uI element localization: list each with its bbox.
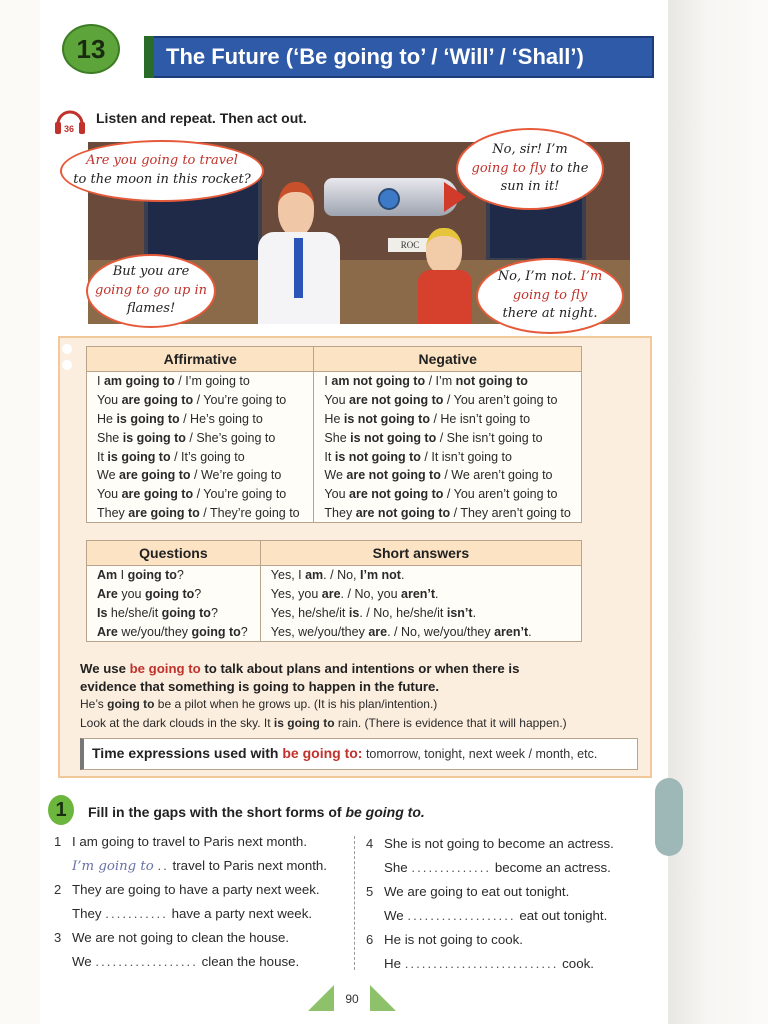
table-row xyxy=(87,447,582,466)
example-sentence: Look at the dark clouds in the sky. It is going to rain. (There is evidence that it will happen.) xyxy=(80,716,567,730)
table-header: Short answers xyxy=(260,541,581,566)
handwritten-answer: I’m going to xyxy=(72,859,154,874)
table-row xyxy=(87,372,582,391)
table-cell: It is going to / It’s going to xyxy=(87,447,314,466)
page-marker-left xyxy=(308,985,334,1011)
table-cell: She is going to / She’s going to xyxy=(87,428,314,447)
unit-title-bar xyxy=(150,36,654,78)
exercise-sentence: We are going to eat out tonight. xyxy=(384,884,570,899)
table-row xyxy=(87,604,582,623)
exercise-answer-line[interactable]: They ........... have a party next week. xyxy=(72,906,313,921)
listen-instruction: Listen and repeat. Then act out. xyxy=(96,110,307,126)
speech-bubble: No, sir! I’m going to fly to the sun in it! xyxy=(456,128,604,210)
table-cell: You are going to / You’re going to xyxy=(87,391,314,410)
table-header: Negative xyxy=(314,347,582,372)
table-cell: You are not going to / You aren’t going to xyxy=(314,391,582,410)
exercise-instruction: Fill in the gaps with the short forms of be going to. xyxy=(88,804,425,820)
page-edge xyxy=(668,0,768,1024)
boy-figure xyxy=(426,228,462,274)
exercise-sentence: They are going to have a party next week. xyxy=(72,882,320,897)
exercise-sentence: She is not going to become an actress. xyxy=(384,836,614,851)
exercise-answer-line[interactable]: I’m going to .. travel to Paris next month. xyxy=(72,858,328,874)
table-header: Affirmative xyxy=(87,347,314,372)
unit-number: 13 xyxy=(76,33,106,64)
table-row xyxy=(87,428,582,447)
table-cell: Yes, you are. / No, you aren’t. xyxy=(260,585,581,604)
table-cell: It is not going to / It isn’t going to xyxy=(314,447,582,466)
questions-answers-table xyxy=(86,540,582,642)
exercise-sentence: We are not going to clean the house. xyxy=(72,930,290,945)
exercise-answer-line[interactable]: We ................... eat out tonight. xyxy=(384,908,608,923)
table-row xyxy=(87,466,582,485)
track-number: 36 xyxy=(64,124,75,134)
table-row xyxy=(87,504,582,523)
table-cell: She is not going to / She isn’t going to xyxy=(314,428,582,447)
page-edge-tab xyxy=(655,778,683,856)
exercise-sentence: I am going to travel to Paris next month. xyxy=(72,834,308,849)
table-row xyxy=(87,410,582,429)
table-cell: We are going to / We’re going to xyxy=(87,466,314,485)
table-row xyxy=(87,566,582,585)
table-cell: Yes, I am. / No, I’m not. xyxy=(260,566,581,585)
table-cell: I am not going to / I’m not going to xyxy=(314,372,582,391)
table-cell: Am I going to? xyxy=(87,566,261,585)
speech-bubble: Are you going to travel to the moon in this rocket? xyxy=(60,140,264,202)
page-number: 90 xyxy=(345,992,359,1006)
table-cell: I am going to / I’m going to xyxy=(87,372,314,391)
table-cell: You are going to / You’re going to xyxy=(87,485,314,504)
table-cell: Yes, we/you/they are. / No, we/you/they aren’t. xyxy=(260,622,581,641)
exercise-sentence: He is not going to cook. xyxy=(384,932,523,947)
speech-bubble: But you are going to go up in flames! xyxy=(86,254,216,328)
table-cell: You are not going to / You aren’t going to xyxy=(314,485,582,504)
affirmative-negative-table xyxy=(86,346,582,523)
headphones-icon[interactable] xyxy=(52,104,88,136)
table-cell: Are you going to? xyxy=(87,585,261,604)
exercise-answer-line[interactable]: We .................. clean the house. xyxy=(72,954,300,969)
page-marker-right xyxy=(370,985,396,1011)
column-divider xyxy=(354,836,355,970)
example-sentence: He’s going to be a pilot when he grows up. (It is his plan/intention.) xyxy=(80,697,438,711)
exercise-answer-line[interactable]: He ........................... cook. xyxy=(384,956,594,971)
unit-title: The Future (‘Be going to’ / ‘Will’ / ‘Shall’) xyxy=(166,44,584,69)
speech-bubble: No, I’m not. I’m going to fly there at night. xyxy=(476,258,624,334)
teacher-figure xyxy=(278,182,314,236)
table-row xyxy=(87,585,582,604)
time-expressions-box: Time expressions used with be going to: tomorrow, tonight, next week / month, etc. xyxy=(80,738,638,770)
table-cell: Is he/she/it going to? xyxy=(87,604,261,623)
table-cell: They are going to / They’re going to xyxy=(87,504,314,523)
table-row xyxy=(87,622,582,641)
exercise-number-badge: 1 xyxy=(48,795,74,825)
unit-number-badge xyxy=(62,24,120,74)
table-cell: They are not going to / They aren’t going to xyxy=(314,504,582,523)
table-cell: Yes, he/she/it is. / No, he/she/it isn’t. xyxy=(260,604,581,623)
table-header: Questions xyxy=(87,541,261,566)
exercise-answer-line[interactable]: She .............. become an actress. xyxy=(384,860,611,875)
table-cell: We are not going to / We aren’t going to xyxy=(314,466,582,485)
grammar-rule: We use be going to to talk about plans and intentions or when there is evidence that something is going to happen in the future. xyxy=(80,661,520,694)
table-row xyxy=(87,391,582,410)
table-row xyxy=(87,485,582,504)
table-cell: He is going to / He’s going to xyxy=(87,410,314,429)
table-cell: He is not going to / He isn’t going to xyxy=(314,410,582,429)
rocket-sign: ROC xyxy=(388,238,432,252)
table-cell: Are we/you/they going to? xyxy=(87,622,261,641)
